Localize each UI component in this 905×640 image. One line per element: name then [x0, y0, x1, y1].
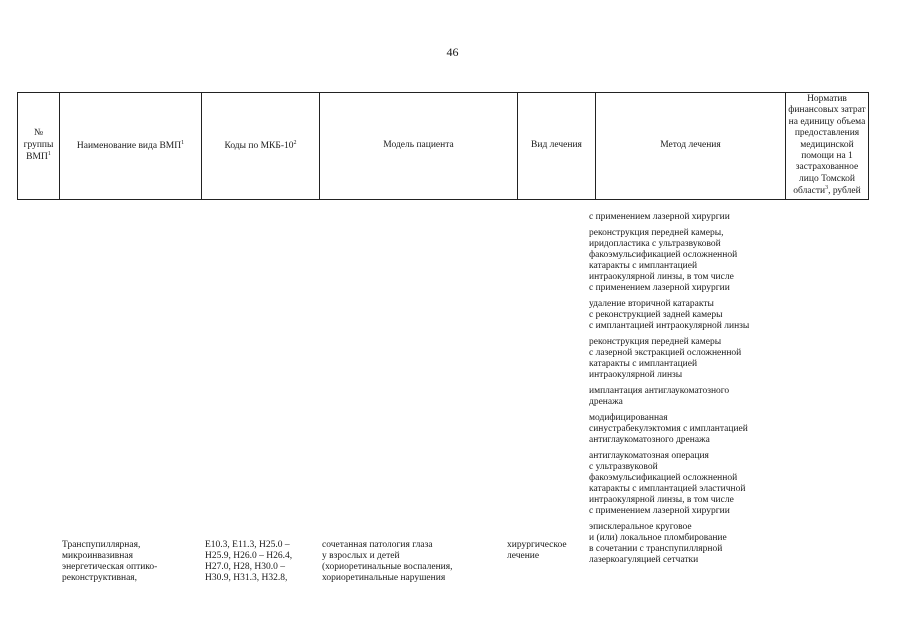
- header-icd-codes: Коды по МКБ-$10^2$: [202, 93, 320, 200]
- treatment-type-cell: хирургическое лечение: [507, 540, 567, 561]
- method-item: антиглаукоматозная операция с ультразвуковой факоэмульсификацией осложненной катаракты с имплантацией эластичной интраокулярной линзы, в том числе с применением лазерной хирургии: [589, 451, 746, 516]
- vmp-name-cell: Транспупиллярная, микроинвазивная энергетическая оптико- реконструктивная,: [62, 540, 158, 583]
- method-item: реконструкция передней камеры, иридопластика с ультразвуковой факоэмульсификацией осложненной катаракты с имплантацией интраокулярной линзы, в том числе с применением лазерной хирургии: [589, 228, 738, 293]
- patient-model-cell: сочетанная патология глаза у взрослых и детей (хориоретинальные воспаления, хориоретинальные нарушения: [322, 540, 453, 583]
- method-item: с применением лазерной хирургии: [589, 212, 730, 222]
- method-item: имплантация антиглаукоматозного дренажа: [589, 386, 730, 407]
- header-financial-norm: Норматив финансовых затрат на единицу объема предоставления медицинской помощи на 1 застрахованное лицо Томской области$^3$, рублей: [786, 93, 869, 200]
- header-vmp-name: Наименование вида ВМП$^1$: [60, 93, 202, 200]
- method-item: реконструкция передней камеры с лазерной экстракцией осложненной катаракты с имплантацией интраокулярной линзы: [589, 337, 742, 380]
- method-item: эписклеральное круговое и (или) локальное пломбирование в сочетании с транспупиллярной лазеркоагуляцией сетчатки: [589, 522, 727, 565]
- page-number: 46: [446, 45, 459, 59]
- header-patient-model: Модель пациента: [320, 93, 518, 200]
- treatment-method-list: [589, 212, 789, 571]
- method-item: модифицированная синустрабекулэктомия с имплантацией антиглаукоматозного дренажа: [589, 413, 748, 445]
- table-header: [17, 92, 869, 200]
- header-treatment-method: Метод лечения: [596, 93, 786, 200]
- header-treatment-type: Вид лечения: [518, 93, 596, 200]
- header-group-number: № группы ВМП$^1$: [18, 93, 60, 200]
- method-item: удаление вторичной катаракты с реконструкцией задней камеры с имплантацией интраокулярной линзы: [589, 299, 750, 331]
- icd-codes-cell: E10.3, E11.3, H25.0 – H25.9, H26.0 – H26.4, H27.0, H28, H30.0 – H30.9, H31.3, H32.8,: [205, 540, 293, 583]
